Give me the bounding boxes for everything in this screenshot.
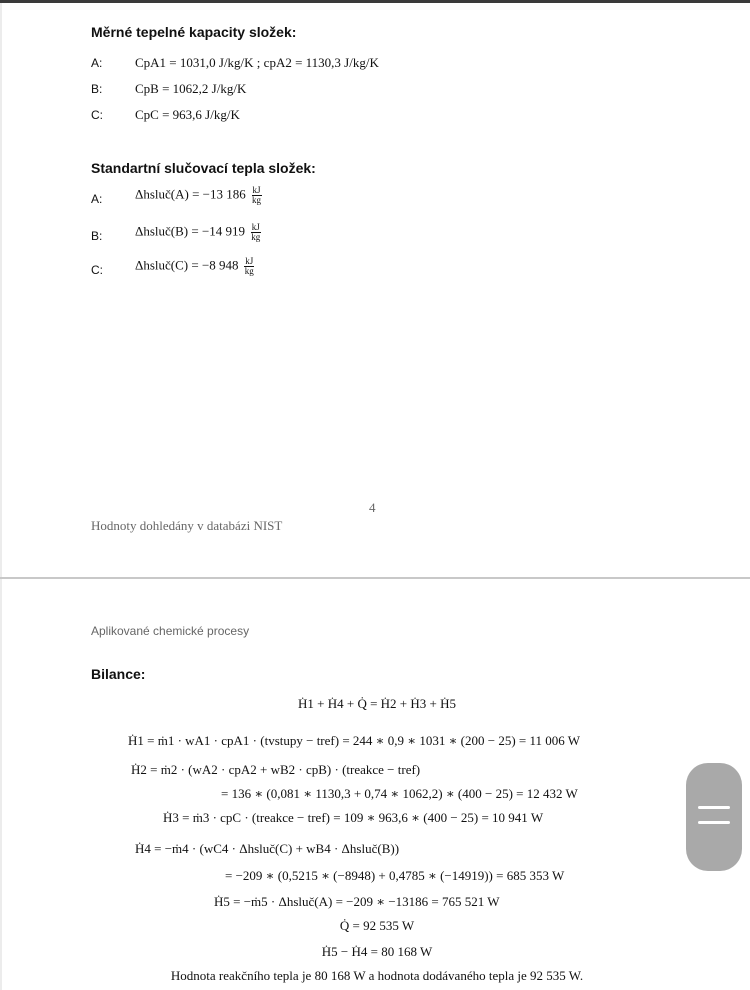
equation-balance: Ḣ1 + Ḣ4 + Q̇ = Ḣ2 + Ḣ3 + Ḣ5 bbox=[298, 696, 456, 711]
label-a: A: bbox=[91, 56, 103, 70]
formation-heat-c bbox=[135, 257, 255, 276]
heading-formation-heat: Standartní slučovací tepla složek: bbox=[91, 160, 316, 176]
scroll-handle[interactable] bbox=[686, 763, 742, 871]
unit-fraction: $\frac{kJ}{kg}$ bbox=[244, 256, 254, 276]
running-header: Aplikované chemické procesy bbox=[91, 624, 250, 638]
equation-h1: Ḣ1 = ṁ1 · wA1 · cpA1 · (tvstupy − tref) = 244 ∗ 0,9 ∗ 1031 ∗ (200 − 25) = 11 006 W bbox=[128, 733, 581, 748]
formation-heat-c-value: Δhsluč(C) = −8 948 bbox=[135, 257, 239, 273]
drag-handle-icon bbox=[698, 821, 730, 824]
footnote-text: Hodnoty dohledány v databázi NIST bbox=[91, 518, 283, 533]
footnote-number: 4 bbox=[369, 500, 376, 515]
formation-heat-b-value: Δhsluč(B) = −14 919 bbox=[135, 223, 246, 239]
conclusion-text: Hodnota reakčního tepla je 80 168 W a hodnota dodávaného tepla je 92 535 W. bbox=[170, 968, 584, 983]
equation-q: Q̇ = 92 535 W bbox=[339, 918, 415, 933]
heat-capacity-c: CpC = 963,6 J/kg/K bbox=[135, 107, 240, 122]
equation-reaction-heat: Ḣ5 − Ḣ4 = 80 168 W bbox=[321, 944, 433, 959]
unit-fraction: $\frac{kJ}{kg}$ bbox=[252, 185, 262, 205]
formation-heat-b bbox=[135, 223, 261, 242]
label-c: C: bbox=[91, 108, 103, 122]
equation-h4-result: = −209 ∗ (0,5215 ∗ (−8948) + 0,4785 ∗ (−14919)) = 685 353 W bbox=[225, 868, 565, 883]
heading-heat-capacity: Měrné tepelné kapacity složek: bbox=[91, 24, 297, 40]
unit-fraction: $\frac{kJ}{kg}$ bbox=[251, 222, 261, 242]
heat-capacity-b: CpB = 1062,2 J/kg/K bbox=[135, 81, 247, 96]
drag-handle-icon bbox=[698, 806, 730, 809]
label-c: C: bbox=[91, 263, 103, 277]
document-page-1 bbox=[2, 3, 750, 577]
document-page-2 bbox=[2, 579, 750, 990]
label-a: A: bbox=[91, 192, 103, 206]
label-b: B: bbox=[91, 229, 103, 243]
equation-h3: Ḣ3 = ṁ3 · cpC · (treakce − tref) = 109 ∗ 963,6 ∗ (400 − 25) = 10 941 W bbox=[163, 810, 544, 825]
formation-heat-a-value: Δhsluč(A) = −13 186 bbox=[135, 186, 246, 202]
heading-balance: Bilance: bbox=[91, 666, 146, 682]
heat-capacity-a: CpA1 = 1031,0 J/kg/K ; cpA2 = 1130,3 J/kg/K bbox=[135, 55, 379, 70]
equation-h4: Ḣ4 = −ṁ4 · (wC4 · Δhsluč(C) + wB4 · Δhsluč(B)) bbox=[135, 841, 400, 856]
formation-heat-a bbox=[135, 186, 262, 205]
label-b: B: bbox=[91, 82, 103, 96]
equation-h2-result: = 136 ∗ (0,081 ∗ 1130,3 + 0,74 ∗ 1062,2) ∗ (400 − 25) = 12 432 W bbox=[221, 786, 578, 801]
equation-h2: Ḣ2 = ṁ2 · (wA2 · cpA2 + wB2 · cpB) · (treakce − tref) bbox=[131, 762, 421, 777]
equation-h5: Ḣ5 = −ṁ5 · Δhsluč(A) = −209 ∗ −13186 = 765 521 W bbox=[214, 894, 500, 909]
